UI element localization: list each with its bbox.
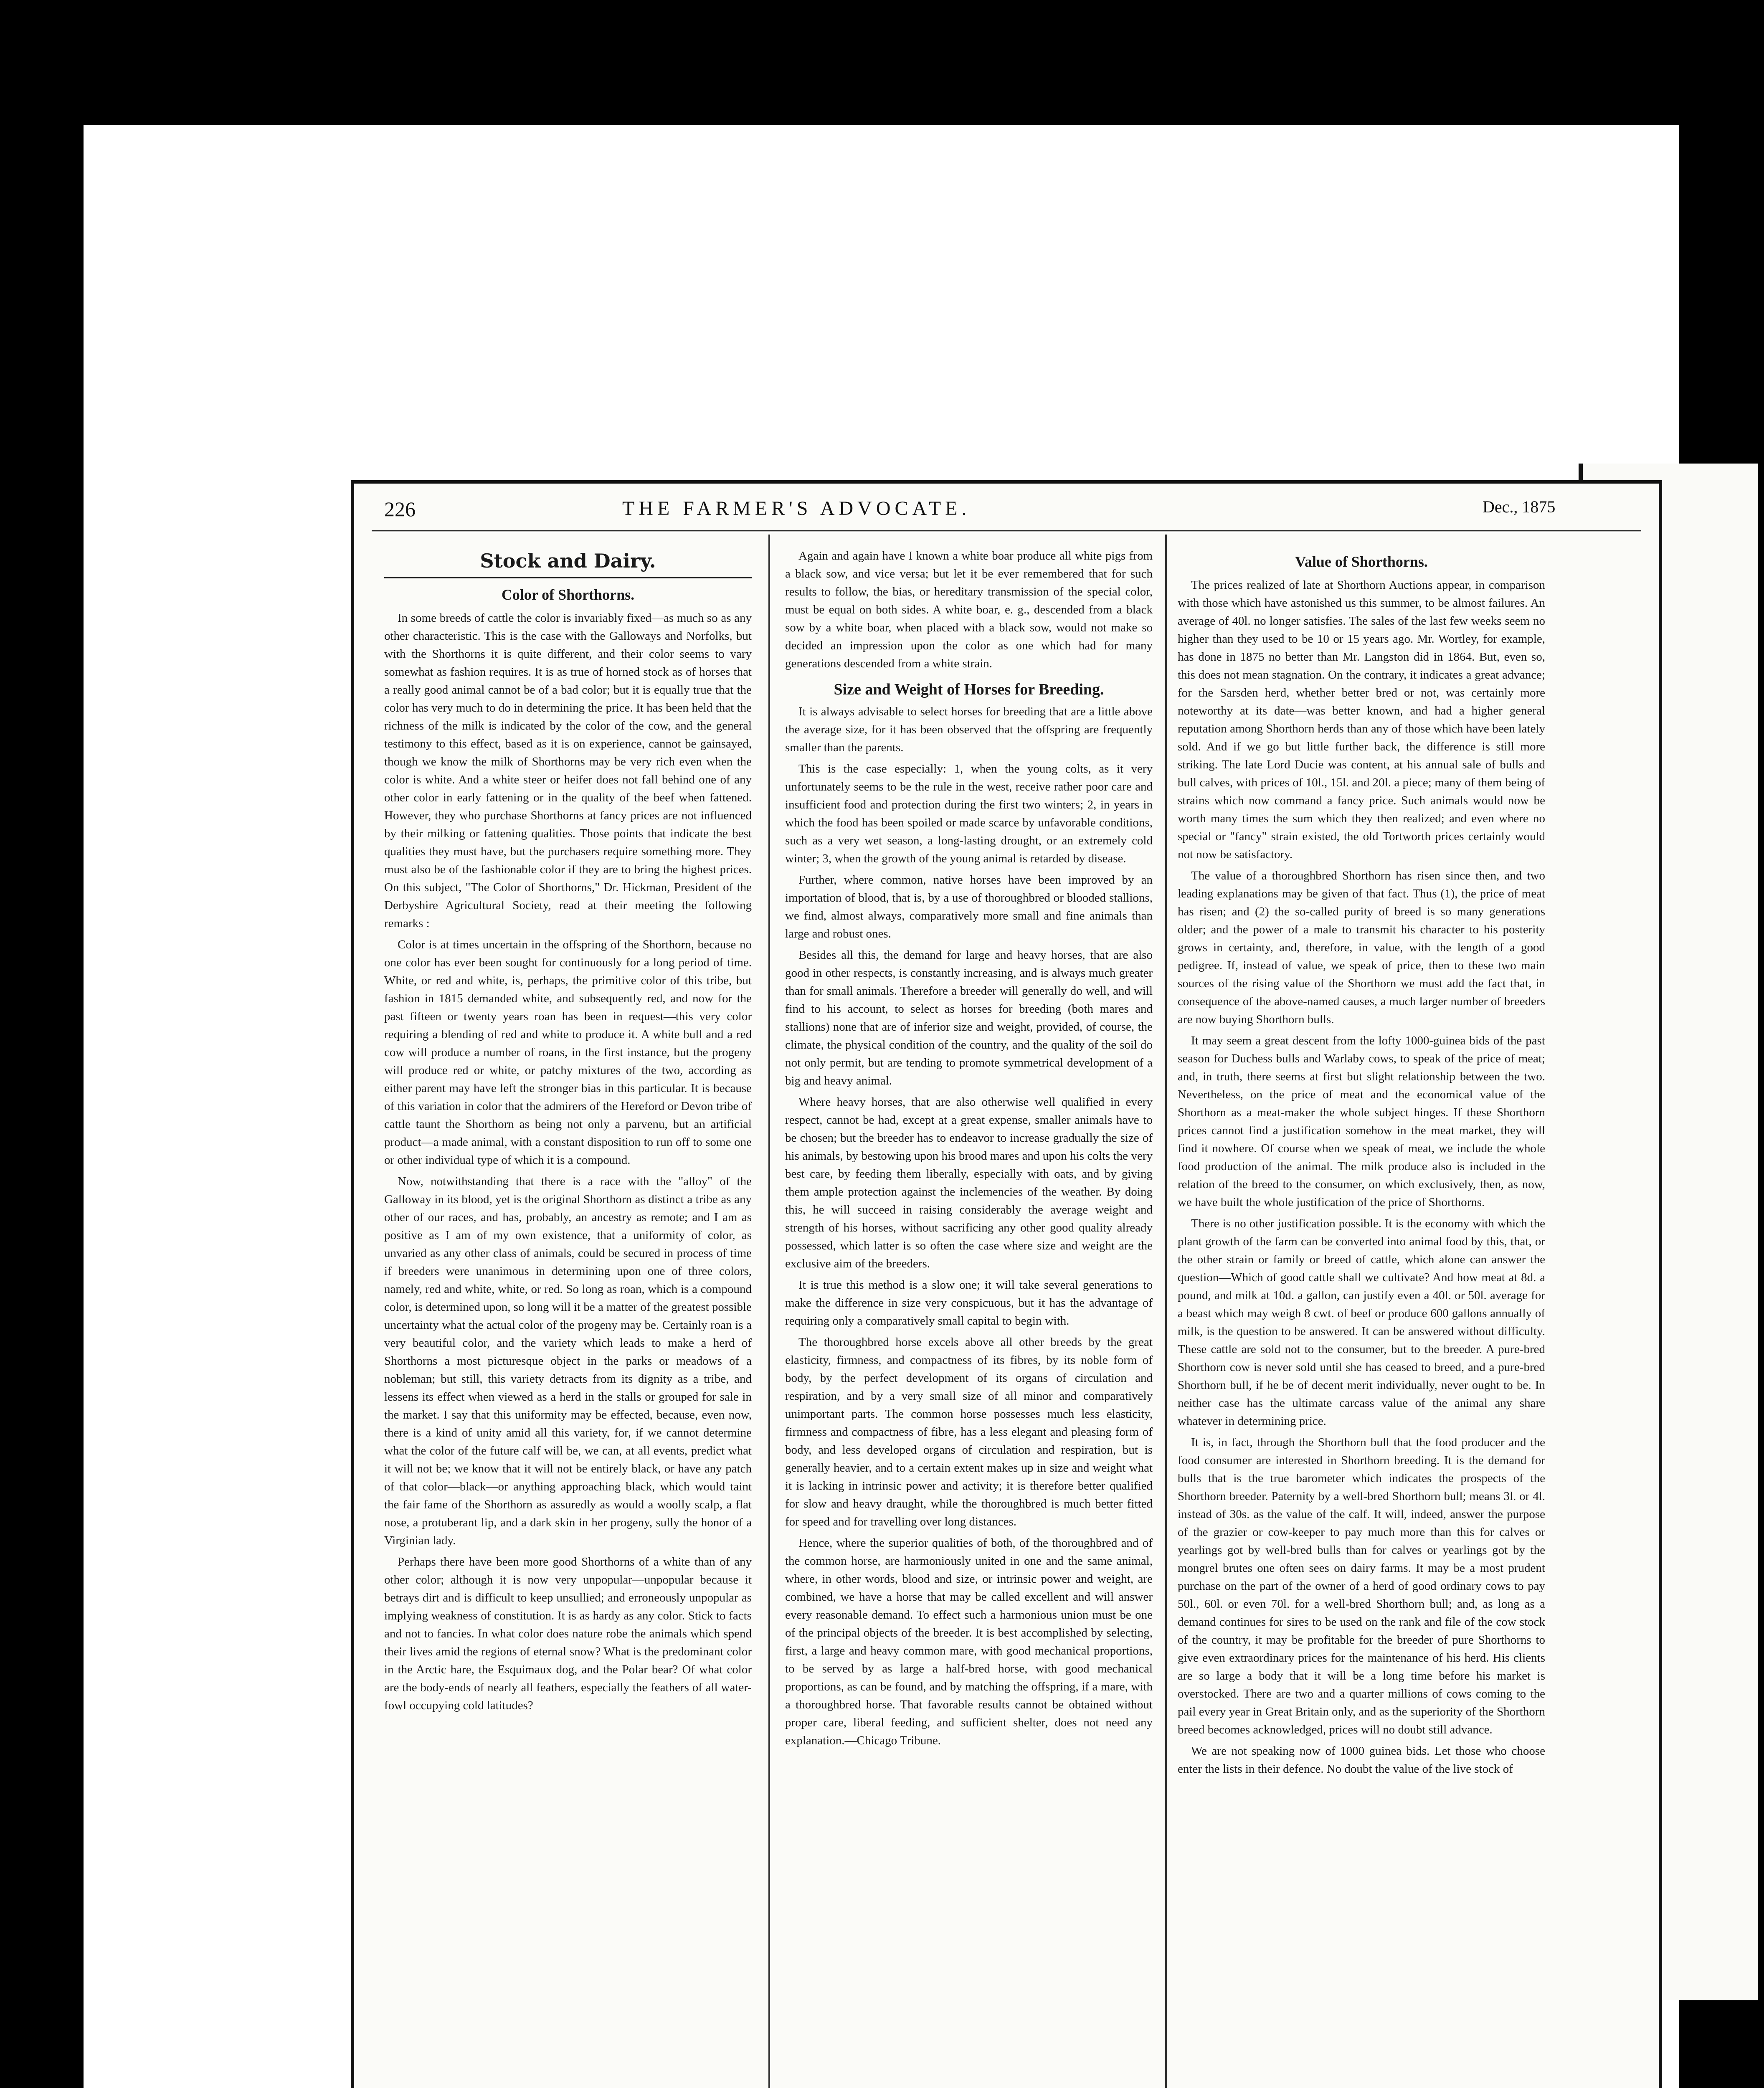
newspaper-page [351,480,1662,2088]
article-paragraph: It is true this method is a slow one; it will take several generations to make the difference in size very conspicuous, but it has the advantage of requiring only a comparatively small capital to begin with. [785,1278,1153,1328]
page-number: 226 [384,497,416,521]
column-2 [785,547,1153,1753]
column-rule [768,535,770,2088]
article-paragraph: Color is at times uncertain in the offspring of the Shorthorn, because no one color has ever been sought for continuously for a long period of time. White, or red and white, is, perhaps, the primitive color of this tribe, but fashion in 1815 demanded white, and subsequently red, and now for the past fifteen or twenty years roan has been in request—this very color requiring a blending of red and white to produce it. A white bull and a red cow will produce a number of roans, in the first instance, but the progeny will produce red or white, or patchy mixtures of the two, according as either parent may have left the stronger bias in this particular. It is because of this variation in color that the admirers of the Hereford or Devon tribe of cattle taunt the Shorthorn as being not only a parvenu, but an artificial product—a made animal, with a constant disposition to run off to some one or other individual type of which it is a compound. [384,938,752,1167]
article-paragraph: There is no other justification possible. It is the economy with which the plant growth of the farm can be converted into animal food by this, that, or the other strain or family or breed of cattle, which alone can answer the question—Which of good cattle shall we cultivate? And how meat at 8d. a pound, and milk at 10d. a gallon, can justify even a 40l. or 50l. average for a beast which may weigh 8 cwt. of beef or produce 600 gallons annually of milk, is the question to be answered. It can be answered without difficulty. These cattle are sold not to the consumer, but to the breeder. A pure-bred Shorthorn cow is never sold until she has ceased to breed, and a pure-bred Shorthorn bull, if he be of decent merit individually, never ought to be. In neither case has the ultimate carcass value of the animal any share whatever in determining price. [1178,1217,1545,1428]
article-paragraph: Besides all this, the demand for large and heavy horses, that are also good in other respects, is constantly increasing, and is always much greater than for small animals. Therefore a breeder will generally do well, and will find to his account, to select as horses for breeding (both mares and stallions) none that are of inferior size and weight, provided, of course, the climate, the physical condition of the country, and the quality of the soil do not only permit, but are tending to promote symmetrical development of a big and heavy animal. [785,948,1153,1087]
top-dark-border [0,0,1764,125]
article-paragraph: Again and again have I known a white boar produce all white pigs from a black sow, and vice versa; but let it be ever remembered that for such results to follow, the bias, or hereditary transmission of the special color, must be equal on both sides. A white boar, e. g., descended from a black sow by a white boar, when placed with a black sow, would not make so decided an impression upon the color as one which had for many generations descended from a white strain. [785,549,1153,670]
article-title: Size and Weight of Horses for Breeding. [834,681,1104,698]
article-paragraph: The value of a thoroughbred Shorthorn has risen since then, and two leading explanations may be given of that fact. Thus (1), the price of meat has risen; and (2) the so-called purity of breed is so many generations older; and the power of a male to transmit his character to his posterity grows in certainty, and, therefore, in value, with the length of a good pedigree. If, instead of value, we speak of price, then to these two main sources of the rising value of the Shorthorn we must add the fact that, in consequence of the above-named causes, a much larger number of breeders are now buying Shorthorn bulls. [1178,869,1545,1026]
article-paragraph: It is, in fact, through the Shorthorn bull that the food producer and the food consumer are interested in Shorthorn breeding. It is the demand for bulls that is the true barometer which indicates the prospects of the Shorthorn breeder. Paternity by a well-bred Shorthorn bull; means 3l. or 4l. instead of 30s. as the value of the calf. It will, indeed, answer the purpose of the grazier or cow-keeper to pay much more than this for calves or yearlings got by well-bred bulls than for calves or yearlings got by the mongrel brutes one often sees on dairy farms. It may be a most prudent purchase on the part of the owner of a herd of good ordinary cows to pay 50l., 60l. or even 70l. for a well-bred Shorthorn bull; and, as long as a demand continues for sires to be used on the rank and file of the cow stock of the country, it may be profitable for the breeder of pure Shorthorns to give even extraordinary prices for the maintenance of his herd. His clients are so large a body that it will be a long time before his market is overstocked. There are two and a quarter millions of cows coming to the pail every year in Great Britain only, and as the superiority of the Shorthorn breed becomes acknowledged, prices will no doubt still advance. [1178,1436,1545,1736]
article-paragraph: Hence, where the superior qualities of both, of the thoroughbred and of the common horse, are harmoniously united in one and the same animal, where, in other words, blood and size, or intrinsic power and weight, are combined, we have a horse that may be called excellent and will answer every reasonable demand. To effect such a harmonious union must be one of the principal objects of the breeder. It is best accomplished by selecting, first, a large and heavy common mare, with good mechanical proportions, to be served by as large a half-bred horse, with good mechanical proportions, as can be found, and by matching the offspring, if a mare, with a thoroughbred horse. That favorable results cannot be obtained without proper care, liberal feeding, and sufficient shelter, does not need any explanation.—Chicago Tribune. [785,1536,1153,1747]
article-paragraph: In some breeds of cattle the color is invariably fixed—as much so as any other characteristic. This is the case with the Galloways and Norfolks, but with the Shorthorns it is quite different, and their color seems to vary somewhat as fashion requires. It is as true of horned stock as of horses that a really good animal cannot be of a bad color; but it is equally true that the color has very much to do in determining the price. It has been held that the richness of the milk is indicated by the color of the cow, and the general testimony to this effect, based as it is on experience, cannot be gainsayed, though we know the milk of Shorthorns may be very rich even when the color is white. And a white steer or heifer does not fall behind one of any other color in early fattening or in the quality of the beef when fattened. However, they who purchase Shorthorns at fancy prices are not influenced by their milking or fattening qualities. Those points that indicate the best qualities they must have, but the purchasers require something more. They must also be of the fashionable color if they are to bring the highest prices. On this subject, "The Color of Shorthorns," Dr. Hickman, President of the Derbyshire Agricultural Society, read at their meeting the following remarks : [384,611,752,930]
running-head [372,480,1641,532]
issue-date: Dec., 1875 [1483,497,1556,516]
article-paragraph: Where heavy horses, that are also otherwise well qualified in every respect, cannot be had, except at a great expense, smaller animals have to be chosen; but the breeder has to endeavor to increase gradually the size of his animals, by bestowing upon his brood mares and upon his colts the very best care, by feeding them liberally, especially with oats, and by giving them ample protection against the inclemencies of the weather. By doing this, he will succeed in raising considerably the average weight and strength of his horses, without sacrificing any other good quality already possessed, which latter is so often the case where size and weight are the exclusive aim of the breeders. [785,1095,1153,1270]
article-paragraph: We are not speaking now of 1000 guinea bids. Let those who choose enter the lists in their defence. No doubt the value of the live stock of [1178,1744,1545,1776]
column-3 [1178,547,1545,1781]
article-paragraph: Further, where common, native horses have been improved by an importation of blood, that is, by a use of thoroughbred or blooded stallions, we find, almost always, comparatively more small and fine animals than large and robust ones. [785,873,1153,940]
article-paragraph: This is the case especially: 1, when the young colts, as it very unfortunately seems to be the rule in the west, receive rather poor care and insufficient food and protection during the first two winters; 2, in years in which the food has been spoiled or made scarce by unfavorable conditions, such as a very wet season, a long-lasting drought, or an extremely cold winter; 3, when the growth of the young animal is retarded by disease. [785,762,1153,865]
article-title: Color of Shorthorns. [501,586,635,603]
article-paragraph: It may seem a great descent from the lofty 1000-guinea bids of the past season for Duchess bulls and Warlaby cows, to speak of the price of meat; and, in truth, there seems at first but slight relationship between the two. Nevertheless, on the price of meat and the economical value of the Shorthorn as a meat-maker the whole subject hinges. If these Shorthorn prices cannot find a justification somehow in the meat market, they will find it nowhere. Of course when we speak of meat, we include the whole food production of the animal. The milk produce also is included in the relation of the breed to the consumer, on which exclusively, then, as now, we have built the whole justification of the price of Shorthorns. [1178,1034,1545,1209]
column-1 [384,547,752,1718]
article-paragraph: The thoroughbred horse excels above all other breeds by the great elasticity, firmness, and compactness of its fibres, by its noble form of body, by the perfect development of its organs of circulation and respiration, and by a very small size of all minor and comparatively unimportant parts. The common horse possesses much less elasticity, firmness and compactness of fibre, has a less elegant and pleasing form of body, and less developed organs of circulation and respiration, but is generally heavier, and to a certain extent makes up in size and weight what it is lacking in intrinsic power and activity; it is therefore better qualified for slow and heavy draught, while the thoroughbred is much better fitted for speed and for travelling over long distances. [785,1335,1153,1528]
article-title: Value of Shorthorns. [1295,553,1428,570]
article-paragraph: Perhaps there have been more good Shorthorns of a white than of any other color; although it is now very unpopular—unpopular because it betrays dirt and is difficult to keep unsullied; and erroneously unpopular as implying weakness of constitution. It is as hardy as any color. Stick to facts and not to fancies. In what color does nature robe the animals which spend their lives amid the regions of eternal snow? What is the predominant color in the Arctic hare, the Esquimaux dog, and the Polar bear? Of what color are the body-ends of nearly all feathers, especially the feathers of all water-fowl occupying cold latitudes? [384,1555,752,1712]
article-paragraph: Now, notwithstanding that there is a race with the "alloy" of the Galloway in its blood, yet is the original Shorthorn as distinct a tribe as any other of our races, and has, probably, an ancestry as remote; and I am as positive as I am of my own existence, that a uniformity of color, as unvaried as any other class of animals, could be secured in process of time if breeders were unanimous in determining upon one of three colors, namely, red and white, white, or red. So long as roan, which is a compound color, is determined upon, so long will it be a matter of the greatest possible uncertainty what the actual color of the progeny may be. Certainly roan is a very beautiful color, and the variety which leads to make a herd of Shorthorns a most picturesque object in the parks or meadows of a nobleman; but still, this variety detracts from its dignity as a tribe, and lessens its effect when viewed as a herd in the stalls or grouped for sale in the market. I say that this uniformity may be effected, because, even now, there is a kind of unity amid all this variety, for, if we cannot determine what the color of the future calf will be, we can, at all events, predict what it will not be; we know that it will not be entirely black, or have any patch of that color—black—or anything approaching black, which would taint the fair fame of the Shorthorn as assuredly as would a woolly scalp, a flat nose, a protuberant lip, and a dark skin in her progeny, sully the honor of a Virginian lady. [384,1175,752,1547]
masthead: THE FARMER'S ADVOCATE. [622,497,971,519]
article-paragraph: It is always advisable to select horses for breeding that are a little above the average size, for it has been observed that the offspring are frequently smaller than the parents. [785,705,1153,754]
article-paragraph: The prices realized of late at Shorthorn Auctions appear, in comparison with those which have astonished us this summer, to be almost failures. An average of 40l. no longer satisfies. The sales of the last few weeks seem no higher than they used to be 10 or 15 years ago. Mr. Wortley, for example, has done in 1875 no better than Mr. Langston did in 1864. But, even so, this does not mean stagnation. On the contrary, it indicates a great advance; for the Sarsden herd, whether better bred or not, was certainly more noteworthy at its date—was better known, and had a higher general reputation among Shorthorn herds than any of those which have been lately sold. And if we go but little further back, the difference is still more striking. The late Lord Ducie was content, at his annual sale of bulls and bull calves, with prices of 10l., 15l. and 20l. a piece; many of them being of strains which now command a fancy price. Such animals would now be worth many times the sum which they then realized; and even where no special or "fancy" strain existed, the old Tortworth prices certainly would not now be satisfactory. [1178,578,1545,861]
column-rule [1165,535,1167,2088]
section-title: Stock and Dairy. [384,550,752,578]
